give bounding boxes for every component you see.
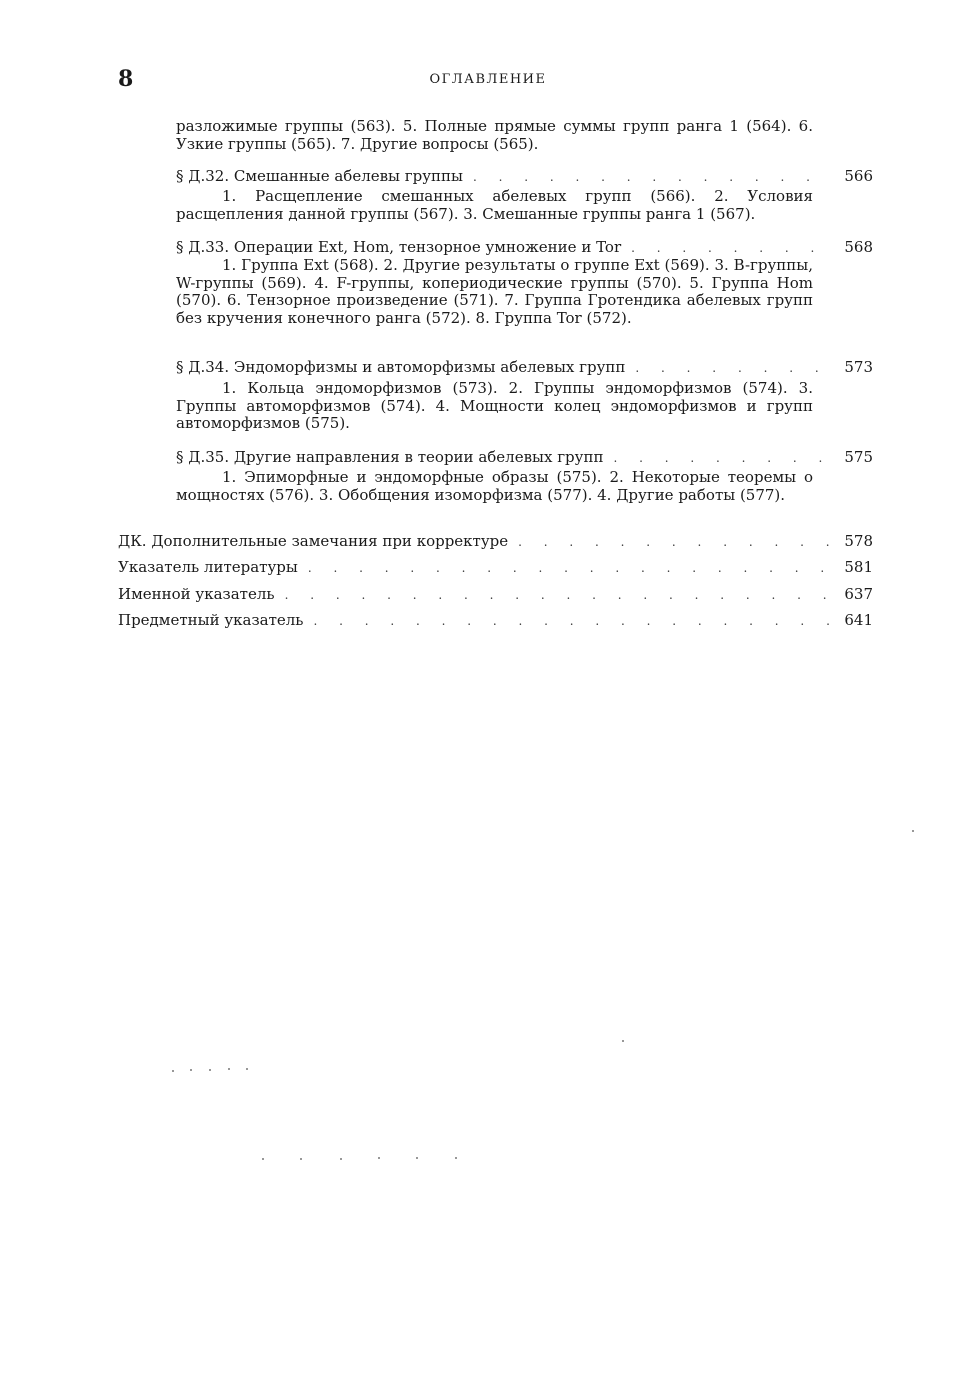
scan-speck: [340, 1158, 342, 1160]
dot-leader: [635, 359, 831, 377]
toc-entry-page: 566: [844, 167, 873, 185]
toc-entry-page: 578: [844, 532, 873, 550]
scan-speck: [209, 1069, 211, 1071]
toc-entry-d33[interactable]: [176, 238, 873, 257]
toc-entry-title: ДК. Дополнительные замечания при корректуре: [118, 532, 509, 550]
scan-speck: [378, 1157, 380, 1159]
toc-entry-title: Именной указатель: [118, 585, 275, 603]
toc-entry-corrections[interactable]: [118, 532, 873, 551]
toc-entry-d34[interactable]: [176, 358, 873, 377]
dot-leader: [631, 239, 831, 257]
page-number: 8: [118, 66, 134, 92]
scan-speck: [228, 1068, 230, 1070]
scan-speck: [912, 830, 914, 832]
toc-entry-title: § Д.32. Смешанные абелевы группы: [176, 167, 463, 185]
toc-entry-description: 1. Эпиморфные и эндоморфные образы (575). 2. Некоторые теоремы о мощностях (576). 3. Обобщения изоморфизма (577). 4. Другие работы (577).: [176, 468, 813, 504]
toc-entry-description: 1. Кольца эндоморфизмов (573). 2. Группы эндоморфизмов (574). 3. Группы автоморфизмов (574). 4. Мощности колец эндоморфизмов и групп автоморфизмов (575).: [176, 379, 813, 432]
toc-entry-page: 573: [844, 358, 873, 376]
toc-entry-page: 575: [844, 448, 873, 466]
toc-entry-page: 641: [844, 611, 873, 629]
toc-entry-description: 1. Группа Ext (568). 2. Другие результаты о группе Ext (569). 3. B-группы, W-группы (569). 4. F-группы, копериодические группы (570). 5. Группа Hom (570). 6. Тензорное произведение (571). 7. Группа Гротендика абелевых групп без кручения конечного ранга (572). 8. Группа Tor (572).: [176, 256, 813, 327]
scan-speck: [246, 1068, 248, 1070]
dot-leader: [308, 559, 831, 577]
toc-entry-d32[interactable]: [176, 167, 873, 186]
scan-speck: [190, 1069, 192, 1071]
toc-entry-page: 581: [844, 558, 873, 576]
scan-speck: [172, 1070, 174, 1072]
running-title: ОГЛАВЛЕНИЕ: [429, 72, 547, 87]
toc-entry-bibliography[interactable]: [118, 558, 873, 577]
dot-leader: [285, 586, 831, 604]
scan-speck: [622, 1040, 624, 1042]
toc-entry-title: § Д.34. Эндоморфизмы и автоморфизмы абелевых групп: [176, 358, 626, 376]
scan-speck: [416, 1157, 418, 1159]
toc-entry-subject-index[interactable]: [118, 611, 873, 630]
dot-leader: [613, 449, 831, 467]
dot-leader: [473, 168, 831, 186]
toc-entry-name-index[interactable]: [118, 585, 873, 604]
scan-speck: [455, 1157, 457, 1159]
scan-speck: [300, 1158, 302, 1160]
toc-entry-d35[interactable]: [176, 448, 873, 467]
toc-entry-title: § Д.33. Операции Ext, Hom, тензорное умножение и Tor: [176, 238, 622, 256]
toc-entry-title: Предметный указатель: [118, 611, 304, 629]
toc-entry-page: 568: [844, 238, 873, 256]
toc-entry-title: § Д.35. Другие направления в теории абелевых групп: [176, 448, 604, 466]
toc-entry-page: 637: [844, 585, 873, 603]
continuation-text: разложимые группы (563). 5. Полные прямые суммы групп ранга 1 (564). 6. Узкие группы (565). 7. Другие вопросы (565).: [176, 117, 813, 153]
scan-speck: [262, 1158, 264, 1160]
dot-leader: [518, 533, 831, 551]
toc-entry-description: 1. Расщепление смешанных абелевых групп (566). 2. Условия расщепления данной группы (567). 3. Смешанные группы ранга 1 (567).: [176, 187, 813, 223]
dot-leader: [313, 612, 831, 630]
toc-entry-title: Указатель литературы: [118, 558, 298, 576]
